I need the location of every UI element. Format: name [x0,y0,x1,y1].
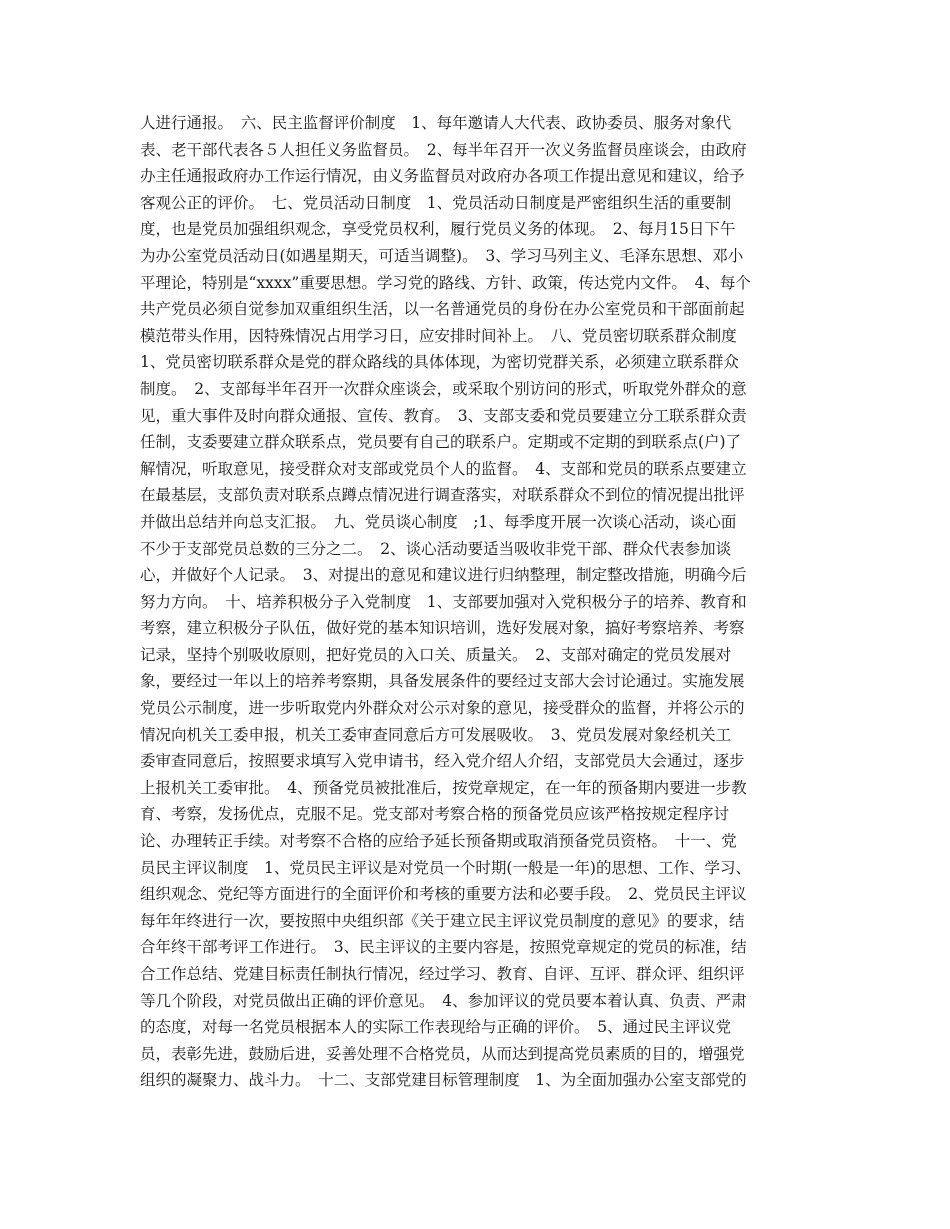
text-line: 客观公正的评价。 七、党员活动日制度 1、党员活动日制度是严密组织生活的重要制 [140,193,732,212]
text-line: 党员公示制度，进一步听取党内外群众对公示对象的意见，接受群众的监督，并将公示的 [140,699,745,718]
text-line: 度，也是党员加强组织观念，享受党员权利，履行党员义务的体现。 2、每月15日下午 [140,220,736,239]
text-line: 共产党员必须自觉参加双重组织生活，以一名普通党员的身份在办公室党员和干部面前起 [140,300,745,319]
text-line: 不少于支部党员总数的三分之二。 2、谈心活动要适当吸收非党干部、群众代表参加谈 [140,539,732,558]
text-line: 努力方向。 十、培养积极分子入党制度 1、支部要加强对入党积极分子的培养、教育和 [140,592,747,611]
text-line: 等几个阶段，对党员做出正确的评价意见。 4、参加评议的党员要本着认真、负责、严肃 [140,991,747,1010]
text-line: 论、办理转正手续。对考察不合格的应给予延长预备期或取消预备党员资格。 十一、党 [140,832,737,851]
text-line: 象，要经过一年以上的培养考察期，具备发展条件的要经过支部大会讨论通过。实施发展 [140,672,745,691]
text-line: 情况向机关工委申报，机关工委审查同意后方可发展吸收。 3、党员发展对象经机关工 [140,725,732,744]
text-line: 见，重大事件及时向群众通报、宣传、教育。 3、支部支委和党员要建立分工联系群众责 [140,406,747,425]
text-line: 合工作总结、党建目标责任制执行情况，经过学习、教育、自评、互评、群众评、组织评 [140,965,745,983]
text-line: 办主任通报政府办工作运行情况，由义务监督员对政府办各项工作提出意见和建议，给予 [140,167,745,186]
body-text [140,110,820,1094]
text-line: 制度。 2、支部每半年召开一次群众座谈会，或采取个别访问的形式，听取党外群众的意 [140,379,747,398]
text-line: 合年终干部考评工作进行。 3、民主评议的主要内容是，按照党章规定的党员的标准，结 [140,938,747,957]
text-line: 委审查同意后，按照要求填写入党申请书，经入党介绍人介绍，支部党员大会通过，逐步 [140,752,745,771]
text-line: 组织观念、党纪等方面进行的全面评价和考核的重要方法和必要手段。 2、党员民主评议 [140,885,747,904]
text-line: 并做出总结并向总支汇报。 九、党员谈心制度 ;1、每季度开展一次谈心活动，谈心面 [140,512,737,531]
text-line: 解情况，听取意见，接受群众对支部或党员个人的监督。 4、支部和党员的联系点要建立 [140,459,747,478]
text-line: 员民主评议制度 1、党员民主评议是对党员一个时期(一般是一年)的思想、工作、学习、 [140,858,751,877]
text-line: 记录，坚持个别吸收原则，把好党员的入口关、质量关。 2、支部对确定的党员发展对 [140,645,732,664]
text-line: 人进行通报。 六、民主监督评价制度 1、每年邀请人大代表、政协委员、服务对象代 [140,114,732,132]
text-line: 的态度，对每一名党员根据本人的实际工作表现给与正确的评价。 5、通过民主评议党 [140,1018,732,1037]
text-line: 心，并做好个人记录。 3、对提出的意见和建议进行归纳整理，制定整改措施，明确今后 [140,566,747,585]
text-line: 1、党员密切联系群众是党的群众路线的具体体现，为密切党群关系，必须建立联系群众 [140,353,739,372]
text-line: 在最基层，支部负责对联系点蹲点情况进行调查落实，对联系群众不到位的情况提出批评 [140,486,745,505]
text-line: 为办公室党员活动日(如遇星期天，可适当调整)。 3、学习马列主义、毛泽东思想、邓小 [140,246,744,265]
text-line: 育、考察，发扬优点，克服不足。党支部对考察合格的预备党员应该严格按规定程序讨 [140,805,730,824]
text-line: 考察，建立积极分子队伍，做好党的基本知识培训，选好发展对象，搞好考察培养、考察 [140,619,745,638]
text-line: 任制，支委要建立群众联系点，党员要有自己的联系户。定期或不定期的到联系点(户)了 [140,433,742,452]
text-line: 每年年终进行一次，要按照中央组织部《关于建立民主评议党员制度的意见》的要求，结 [140,911,745,930]
text-line: 模范带头作用，因特殊情况占用学习日，应安排时间补上。 八、党员密切联系群众制度 [140,326,737,345]
text-line: 上报机关工委审批。 4、预备党员被批准后，按党章规定，在一年的预备期内要进一步教 [140,778,747,797]
text-line: 平理论，特别是“xxxx”重要思想。学习党的路线、方针、政策，传达党内文件。 4、每个 [140,273,751,292]
text-line: 表、老干部代表各５人担任义务监督员。 2、每半年召开一次义务监督员座谈会，由政府 [140,140,747,159]
text-line: 组织的凝聚力、战斗力。 十二、支部党建目标管理制度 1、为全面加强办公室支部党的 [140,1071,747,1090]
text-line: 员，表彰先进，鼓励后进，妥善处理不合格党员，从而达到提高党员素质的目的，增强党 [140,1044,745,1063]
